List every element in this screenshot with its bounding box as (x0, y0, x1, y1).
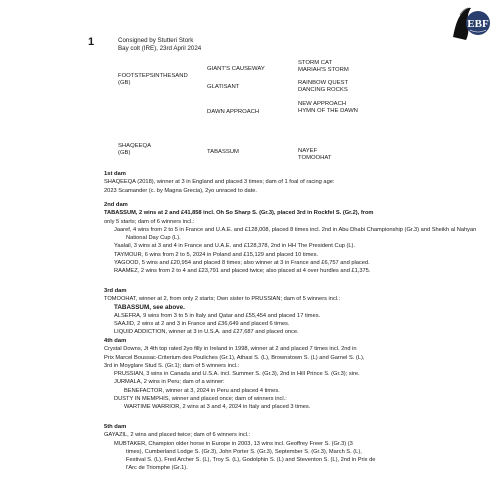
dam-sire: DAWN APPROACH (207, 109, 260, 115)
logo-text: EBF (467, 18, 489, 30)
progeny-mubtaker-2: times), Cumberland Lodge S. (Gr.3), John Porter S. (Gr.3), September S. (Gr.3), March S. (L), (126, 448, 362, 455)
sire-sire: GIANT'S CAUSEWAY (207, 66, 265, 72)
dam-dam-sire: NAYEF (298, 148, 318, 154)
sire-sire-sire: STORM CAT (298, 60, 333, 66)
first-dam-text: SHAQEEQA (2018), winner at 3 in England and placed 3 times; dam of 1 foal of racing age: (104, 179, 335, 186)
fifth-dam-section (104, 423, 489, 473)
sire-dam-sire: RAINBOW QUEST (298, 80, 349, 86)
sire-dam: GLATISANT (207, 84, 240, 90)
second-dam-heading: 2nd dam (104, 202, 128, 208)
third-dam-intro: TOMOOHAT, winner at 2, from only 2 starts; Own sister to PRUSSIAN; dam of 5 winners incl.: (104, 296, 341, 303)
dam-dam-dam: TOMOOHAT (298, 155, 332, 161)
progeny-raamez: RAAMEZ, 2 wins from 2 to 4 and £23,791 and placed twice; also placed at 4 over hurdles and £1,375. (114, 268, 371, 275)
progeny-yaalail: Yaalail, 3 wins at 3 and 4 in France and U.A.E. and £128,378, 2nd in HH The President Cup (L). (114, 243, 356, 250)
fifth-dam-heading: 5th dam (104, 424, 127, 430)
dam-name: SHAQEEQA (118, 143, 152, 149)
progeny-jurmala: JURMALA, 2 wins in Peru; dam of a winner: (114, 379, 225, 386)
consignor: Consigned by Stutteri Stork (118, 37, 194, 44)
third-dam-heading: 3rd dam (104, 288, 127, 294)
dam-sire-sire: NEW APPROACH (298, 101, 347, 107)
progeny-alsefra: ALSEFRA, 9 wins from 3 to 5 in Italy and Qatar and £55,454 and placed 17 times. (114, 312, 321, 319)
fourth-dam-intro-3: 3rd in Moyglare Stud S. (Gr.1); dam of 5 winners incl.: (104, 362, 240, 369)
third-dam-section (104, 287, 489, 337)
dam-sire-dam: HYMN OF THE DAWN (298, 108, 358, 114)
progeny-tabassum: TABASSUM, see above. (114, 303, 185, 311)
progeny-saajid: SAAJID, 2 wins at 2 and 3 in France and £36,649 and placed 6 times. (114, 321, 290, 328)
progeny-taymour: TAYMOUR, 6 wins from 2 to 5, 2024 in Poland and £15,129 and placed 10 times. (114, 251, 319, 258)
fourth-dam-heading: 4th dam (104, 338, 127, 344)
ebf-logo (451, 3, 491, 43)
progeny-liquid-addiction: LIQUID ADDICTION, winner at 3 in U.S.A. and £27,687 and placed once. (114, 329, 299, 336)
progeny-dusty-in-memphis: DUSTY IN MEMPHIS, winner and placed once; dam of winners incl.: (114, 396, 287, 403)
fourth-dam-intro-1: Crystal Downs, Jt 4th top rated 2yo filly in Ireland in 1998, winner at 2 and placed 7 times incl. 2nd in (104, 346, 357, 353)
second-dam-intro-1: TABASSUM, 2 wins at 2 and £41,858 incl. Oh So Sharp S. (Gr.3), placed 3rd in Rockfel S. (Gr.2), from (104, 210, 374, 217)
dam-dam: TABASSUM (207, 149, 239, 155)
fifth-dam-intro: GAYAZIL, 2 wins and placed twice; dam of 6 winners incl.: (104, 432, 251, 439)
lot-description: Bay colt (IRE), 23rd April 2024 (118, 45, 202, 53)
second-dam-section (104, 201, 489, 276)
progeny-wartime-warrior: WARTIME WARRIOR, 2 wins at 3 and 4, 2024 in Italy and placed 3 times. (124, 404, 311, 411)
fourth-dam-section (104, 337, 489, 412)
progeny-yagood: YAGOOD, 5 wins and £20,954 and placed 8 times; also winner at 3 in France and £6,757 and placed. (114, 260, 370, 267)
second-dam-intro-2: only 5 starts; dam of 6 winners incl.: (104, 218, 195, 225)
first-dam-heading: 1st dam (104, 171, 126, 177)
consignment-info (118, 37, 201, 53)
progeny-jaaref: Jaaref, 4 wins from 2 to 5 in France and U.A.E. and £128,008, placed 8 times incl. 2nd in Abu Dhabi Championship (Gr.3) and Sheikh al Nahyan National Day Cup (L). (114, 226, 477, 242)
progeny-benefactor: BENEFACTOR, winner at 3, 2024 in Peru and placed 4 times. (124, 387, 280, 394)
sire-dam-dam: DANCING ROCKS (298, 87, 348, 93)
fourth-dam-intro-2: Prix Marcel Boussac-Criterium des Pouliches (Gr.1), Athasi S. (L), Brownstown S. (L) and Garnel S. (L), (104, 354, 365, 361)
progeny-prussian: PRUSSIAN, 3 wins in Canada and U.S.A. incl. Summer S. (Gr.3), 2nd in Hill Prince S. (Gr.3); sire. (114, 371, 360, 378)
lot-number: 1 (88, 36, 95, 48)
progeny-mubtaker-3: Festival S. (L), Fred Archer S. (L), Troy S. (L), Godolphin S. (L) and Steventon S. (L), 2nd in Prix de (126, 457, 376, 464)
foal-2023: 2023 Scamander (c. by Magna Grecia), 2yo unraced to date. (104, 187, 258, 194)
sire-country: (GB) (118, 80, 131, 86)
sire-sire-dam: MARIAH'S STORM (298, 67, 349, 73)
sire-name: FOOTSTEPSINTHESAND (118, 73, 188, 79)
dam-country: (GB) (118, 150, 131, 156)
progeny-mubtaker-1: MUBTAKER, Champion older horse in Europe in 2003, 13 wins incl. Geoffrey Freer S. (Gr.3) (3 (114, 440, 353, 447)
progeny-mubtaker-4: l'Arc de Triomphe (Gr.1). (126, 465, 188, 472)
first-dam-section (104, 170, 489, 195)
